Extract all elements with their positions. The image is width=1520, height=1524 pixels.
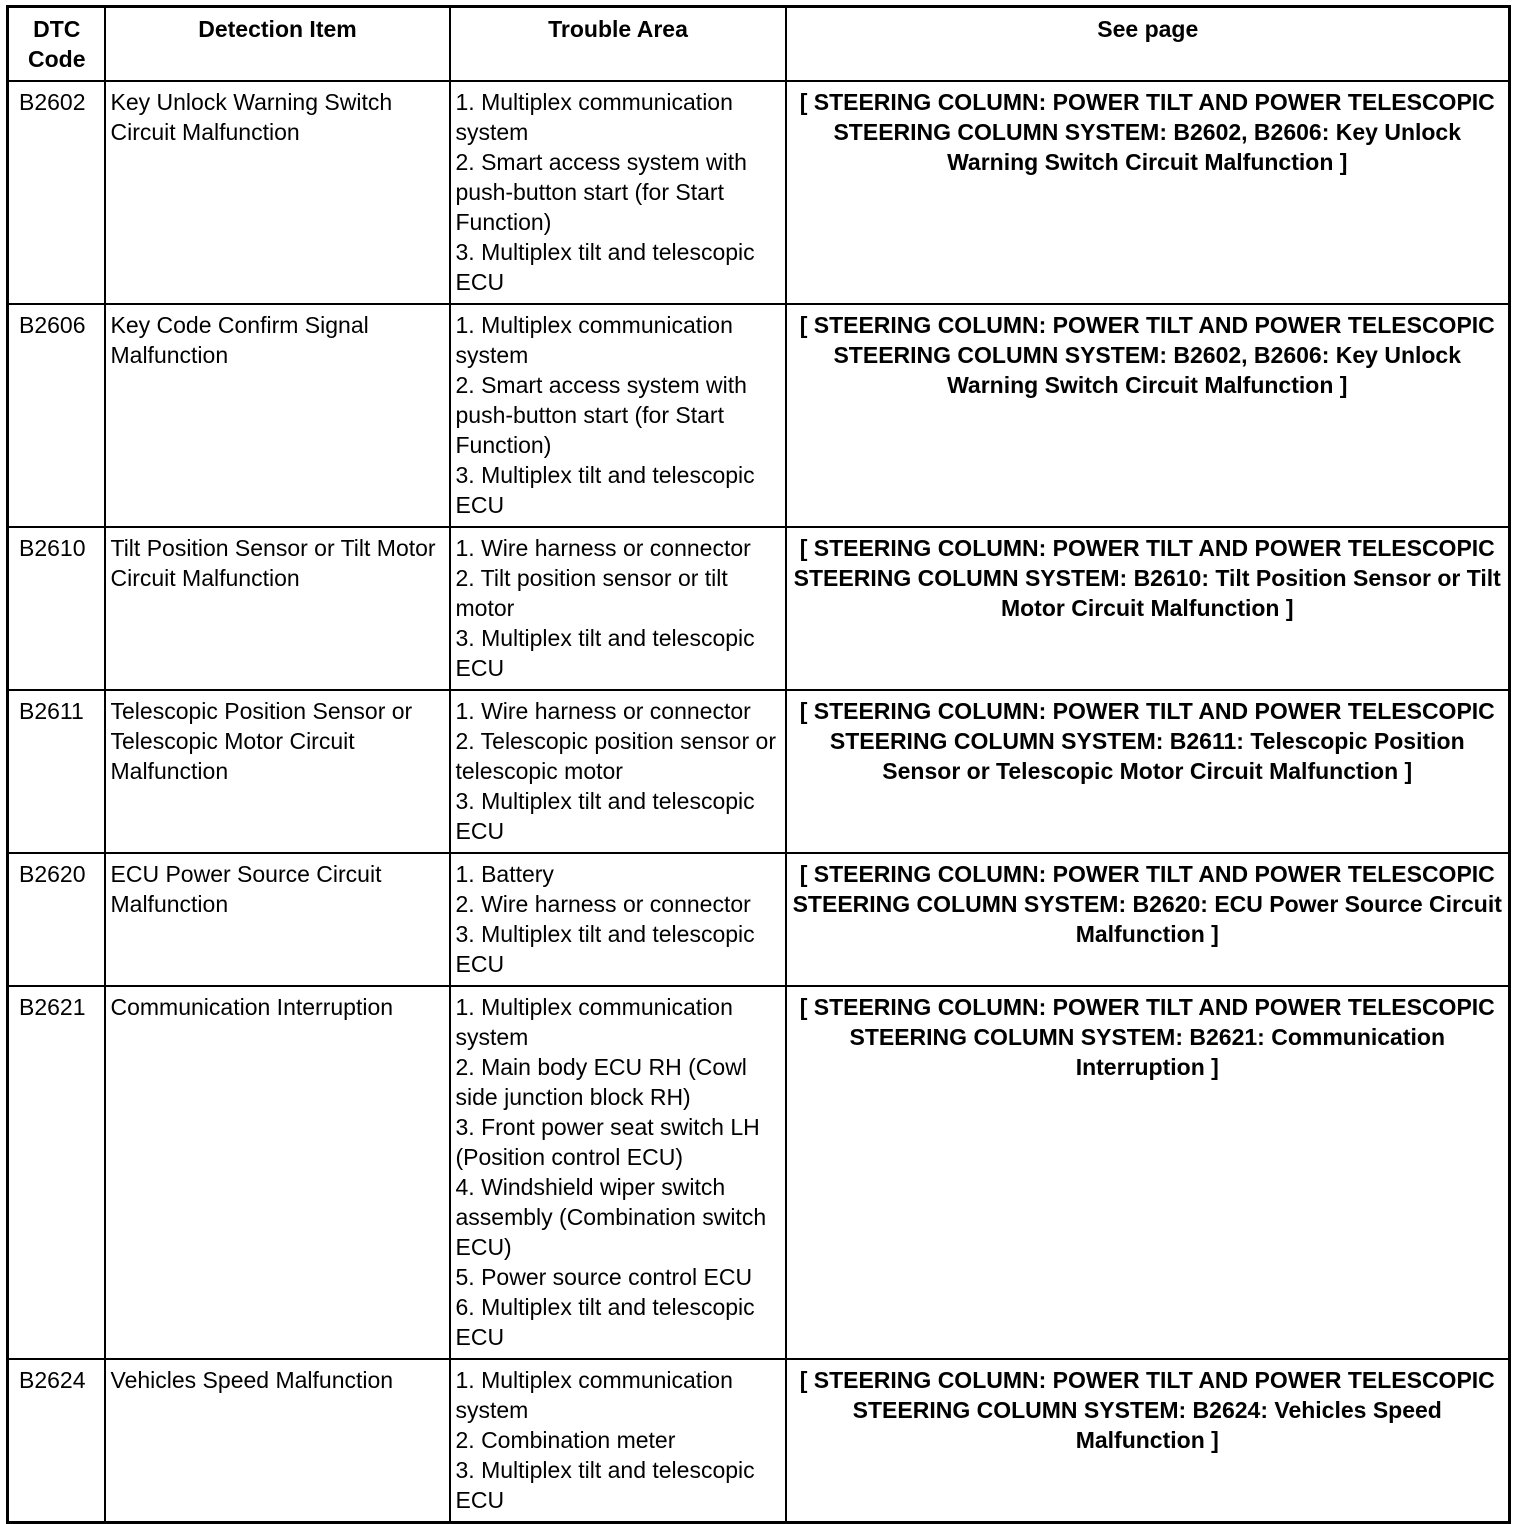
- trouble-area-item: 3. Multiplex tilt and telescopic ECU: [455, 921, 755, 977]
- trouble-area-item: 2. Wire harness or connector: [455, 891, 751, 917]
- table-row: [8, 304, 1510, 527]
- trouble-area-item: 2. Main body ECU RH (Cowl side junction block RH): [455, 1054, 747, 1110]
- dtc-code-cell: B2610: [8, 527, 105, 690]
- trouble-area-item: 4. Windshield wiper switch assembly (Combination switch ECU): [455, 1174, 767, 1260]
- table-row: [8, 527, 1510, 690]
- trouble-area-item: 3. Multiplex tilt and telescopic ECU: [455, 788, 755, 844]
- see-page-link[interactable]: [ STEERING COLUMN: POWER TILT AND POWER TELESCOPIC STEERING COLUMN SYSTEM: B2621: Communication Interruption ]: [786, 986, 1510, 1359]
- trouble-area-cell: [450, 690, 786, 853]
- dtc-code-cell: B2606: [8, 304, 105, 527]
- detection-item-cell: Telescopic Position Sensor or Telescopic Motor Circuit Malfunction: [105, 690, 450, 853]
- trouble-area-item: 1. Wire harness or connector: [455, 535, 751, 561]
- trouble-area-item: 1. Multiplex communication system: [455, 994, 733, 1050]
- trouble-area-cell: [450, 853, 786, 986]
- trouble-area-item: 3. Front power seat switch LH (Position control ECU): [455, 1114, 760, 1170]
- trouble-area-item: 1. Multiplex communication system: [455, 312, 733, 368]
- detection-item-cell: Vehicles Speed Malfunction: [105, 1359, 450, 1523]
- see-page-link[interactable]: [ STEERING COLUMN: POWER TILT AND POWER TELESCOPIC STEERING COLUMN SYSTEM: B2624: Vehicles Speed Malfunction ]: [786, 1359, 1510, 1523]
- trouble-area-item: 1. Multiplex communication system: [455, 1367, 733, 1423]
- detection-item-cell: Key Unlock Warning Switch Circuit Malfunction: [105, 81, 450, 304]
- table-body: [8, 81, 1510, 1523]
- header-dtc-code: [8, 7, 105, 82]
- detection-item-cell: Key Code Confirm Signal Malfunction: [105, 304, 450, 527]
- see-page-link[interactable]: [ STEERING COLUMN: POWER TILT AND POWER TELESCOPIC STEERING COLUMN SYSTEM: B2610: Tilt Position Sensor or Tilt Motor Circuit Malfunction ]: [786, 527, 1510, 690]
- trouble-area-item: 3. Multiplex tilt and telescopic ECU: [455, 1457, 755, 1513]
- trouble-area-item: 2. Smart access system with push-button start (for Start Function): [455, 372, 747, 458]
- trouble-area-item: 2. Tilt position sensor or tilt motor: [455, 565, 728, 621]
- trouble-area-cell: [450, 527, 786, 690]
- dtc-table: [6, 5, 1511, 1524]
- table-row: [8, 690, 1510, 853]
- table-row: [8, 1359, 1510, 1523]
- header-dtc-code-line2: Code: [28, 46, 86, 72]
- table-row: [8, 986, 1510, 1359]
- table-row: [8, 81, 1510, 304]
- header-row: [8, 7, 1510, 82]
- trouble-area-item: 2. Telescopic position sensor or telescopic motor: [455, 728, 776, 784]
- dtc-code-cell: B2621: [8, 986, 105, 1359]
- detection-item-cell: Tilt Position Sensor or Tilt Motor Circuit Malfunction: [105, 527, 450, 690]
- see-page-link[interactable]: [ STEERING COLUMN: POWER TILT AND POWER TELESCOPIC STEERING COLUMN SYSTEM: B2602, B2606: Key Unlock Warning Switch Circuit Malfunction ]: [786, 81, 1510, 304]
- trouble-area-item: 3. Multiplex tilt and telescopic ECU: [455, 462, 755, 518]
- trouble-area-item: 1. Multiplex communication system: [455, 89, 733, 145]
- dtc-code-cell: B2624: [8, 1359, 105, 1523]
- header-trouble-area: Trouble Area: [450, 7, 786, 82]
- trouble-area-item: 1. Wire harness or connector: [455, 698, 751, 724]
- dtc-table-wrapper: [6, 5, 1511, 1524]
- see-page-link[interactable]: [ STEERING COLUMN: POWER TILT AND POWER TELESCOPIC STEERING COLUMN SYSTEM: B2620: ECU Power Source Circuit Malfunction ]: [786, 853, 1510, 986]
- header-dtc-code-line1: DTC: [33, 16, 81, 42]
- header-see-page: See page: [786, 7, 1510, 82]
- trouble-area-item: 2. Smart access system with push-button start (for Start Function): [455, 149, 747, 235]
- table-row: [8, 853, 1510, 986]
- dtc-code-cell: B2602: [8, 81, 105, 304]
- trouble-area-item: 6. Multiplex tilt and telescopic ECU: [455, 1294, 755, 1350]
- trouble-area-item: 5. Power source control ECU: [455, 1264, 753, 1290]
- see-page-link[interactable]: [ STEERING COLUMN: POWER TILT AND POWER TELESCOPIC STEERING COLUMN SYSTEM: B2611: Telescopic Position Sensor or Telescopic Motor Circuit Malfunction ]: [786, 690, 1510, 853]
- trouble-area-cell: [450, 81, 786, 304]
- see-page-link[interactable]: [ STEERING COLUMN: POWER TILT AND POWER TELESCOPIC STEERING COLUMN SYSTEM: B2602, B2606: Key Unlock Warning Switch Circuit Malfunction ]: [786, 304, 1510, 527]
- table-header: [8, 7, 1510, 82]
- detection-item-cell: ECU Power Source Circuit Malfunction: [105, 853, 450, 986]
- trouble-area-cell: [450, 1359, 786, 1523]
- detection-item-cell: Communication Interruption: [105, 986, 450, 1359]
- trouble-area-item: 3. Multiplex tilt and telescopic ECU: [455, 239, 755, 295]
- trouble-area-item: 3. Multiplex tilt and telescopic ECU: [455, 625, 755, 681]
- trouble-area-item: 1. Battery: [455, 861, 554, 887]
- trouble-area-item: 2. Combination meter: [455, 1427, 676, 1453]
- trouble-area-cell: [450, 304, 786, 527]
- header-detection-item: Detection Item: [105, 7, 450, 82]
- trouble-area-cell: [450, 986, 786, 1359]
- dtc-code-cell: B2620: [8, 853, 105, 986]
- dtc-code-cell: B2611: [8, 690, 105, 853]
